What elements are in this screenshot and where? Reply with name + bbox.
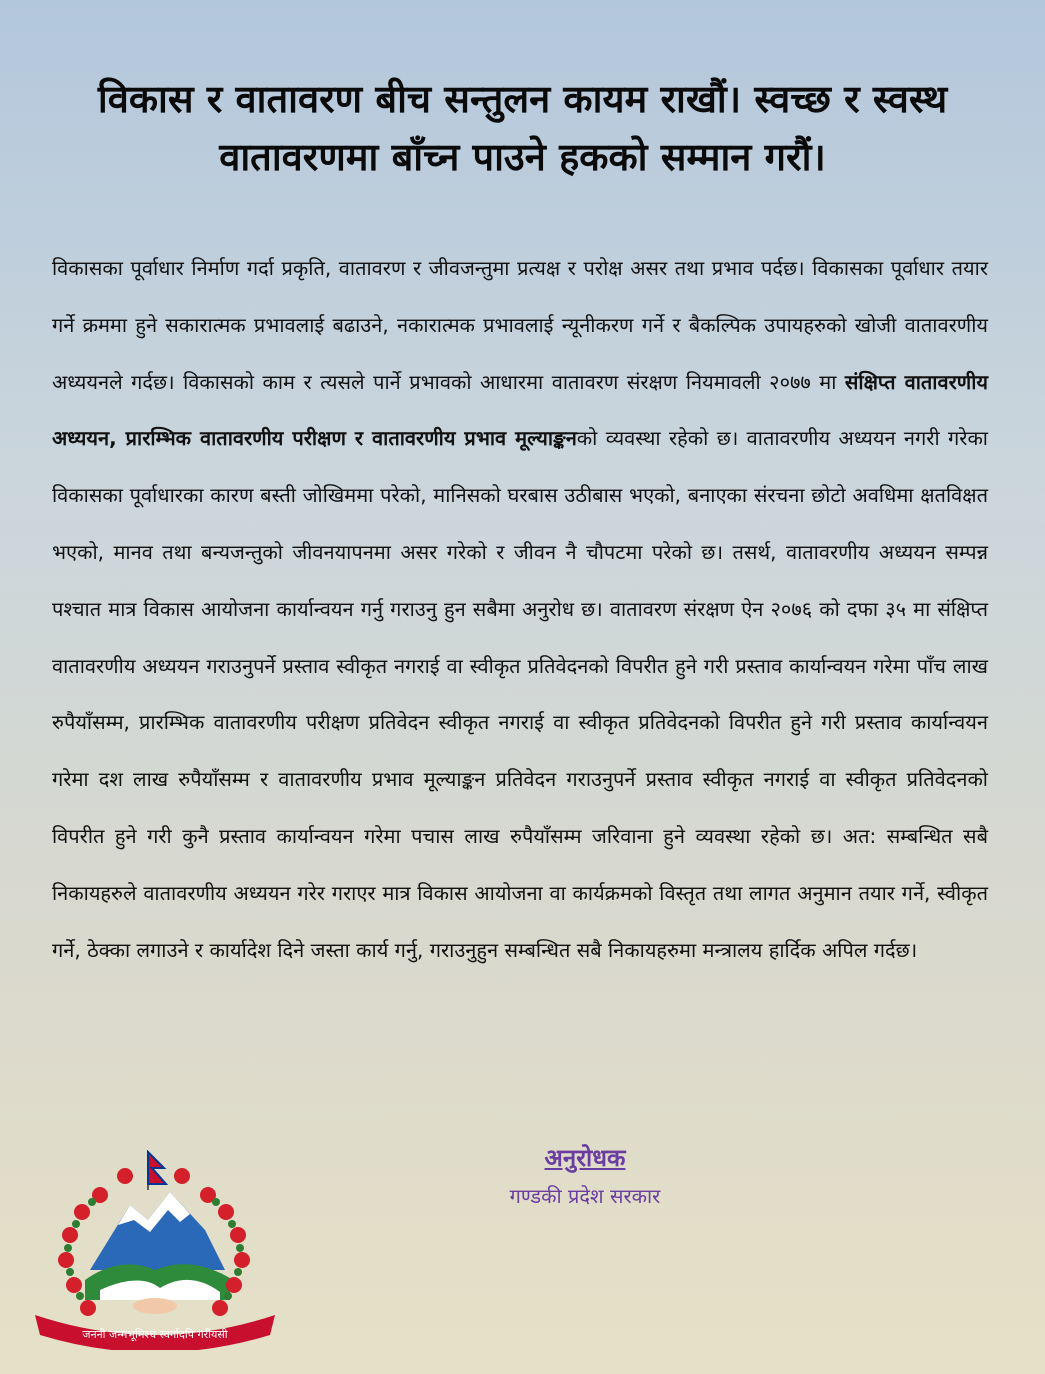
body-text-bold: संक्षिप्त वातावरणीय अध्ययन, प्रारम्भिक वातावरणीय परीक्षण र वातावरणीय प्रभाव मूल्याङ्कन	[52, 369, 988, 451]
signature-block	[440, 1138, 730, 1214]
headline-line-2: वातावरणमा बाँच्न पाउने हकको सम्मान गरौं।	[219, 135, 826, 179]
body-paragraph	[52, 240, 988, 978]
page-headline	[20, 70, 1025, 186]
signature-organization: गण्डकी प्रदेश सरकार	[509, 1184, 661, 1208]
body-text-part-1: विकासका पूर्वाधार निर्माण गर्दा प्रकृति, वातावरण र जीवजन्तुमा प्रत्यक्ष र परोक्ष असर तथा प्रभाव पर्दछ। विकासका पूर्वाधार तयार गर्ने क्रममा हुने सकारात्मक प्रभावलाई बढाउने, नकारात्मक प्रभावलाई न्यूनीकरण गर्ने र बैकल्पिक उपायहरुको खोजी वातावरणीय अध्ययनले गर्दछ। विकासको काम र त्यसले पार्ने प्रभावको आधारमा वातावरण संरक्षण नियमावली २०७७ मा	[52, 256, 988, 394]
headline-line-1: विकास र वातावरण बीच सन्तुलन कायम राखौं। स्वच्छ र स्वस्थ	[97, 77, 948, 121]
flag-icon	[148, 1152, 166, 1190]
body-text-part-2: को व्यवस्था रहेको छ। वातावरणीय अध्ययन नगरी गरेका विकासका पूर्वाधारका कारण बस्ती जोखिममा परेको, मानिसको घरबास उठीबास भएको, बनाएका संरचना छोटो अवधिमा क्षतविक्षत भएको, मानव तथा बन्यजन्तुको जीवनयापनमा असर गरेको र जीवन नै चौपटमा परेको छ। तसर्थ, वातावरणीय अध्ययन सम्पन्न पश्चात मात्र विकास आयोजना कार्यान्वयन गर्नु गराउनु हुन सबैमा अनुरोध छ। वातावरण संरक्षण ऐन २०७६ को दफा ३५ मा संक्षिप्त वातावरणीय अध्ययन गराउनुपर्ने प्रस्ताव स्वीकृत नगराई वा स्वीकृत प्रतिवेदनको विपरीत हुने गरी प्रस्ताव कार्यान्वयन गरेमा पाँच लाख रुपैयाँसम्म, प्रारम्भिक वातावरणीय परीक्षण प्रतिवेदन स्वीकृत नगराई वा स्वीकृत प्रतिवेदनको विपरीत हुने गरी प्रस्ताव कार्यान्वयन गरेमा दश लाख रुपैयाँसम्म र वातावरणीय प्रभाव मूल्याङ्कन प्रतिवेदन गराउनुपर्ने प्रस्ताव स्वीकृत नगराई वा स्वीकृत प्रतिवेदनको विपरीत हुने गरी कुनै प्रस्ताव कार्यान्वयन गरेमा पचास लाख रुपैयाँसम्म जरिवाना हुने व्यवस्था रहेको छ। अत: सम्बन्धित सबै निकायहरुले वातावरणीय अध्ययन गरेर गराएर मात्र विकास आयोजना वा कार्यक्रमको विस्तृत तथा लागत अनुमान तयार गर्ने, स्वीकृत गर्ने, ठेक्का लगाउने र कार्यादेश दिने जस्ता कार्य गर्नु, गराउनुहुन सम्बन्धित सबै निकायहरुमा मन्त्रालय हार्दिक अपिल गर्दछ।	[52, 426, 988, 962]
nepal-emblem-icon	[30, 1150, 280, 1350]
signature-label: अनुरोधक	[544, 1144, 626, 1172]
emblem-motto: जननी जन्मभूमिश्च स्वर्गादपि गरीयसी	[82, 1328, 228, 1341]
